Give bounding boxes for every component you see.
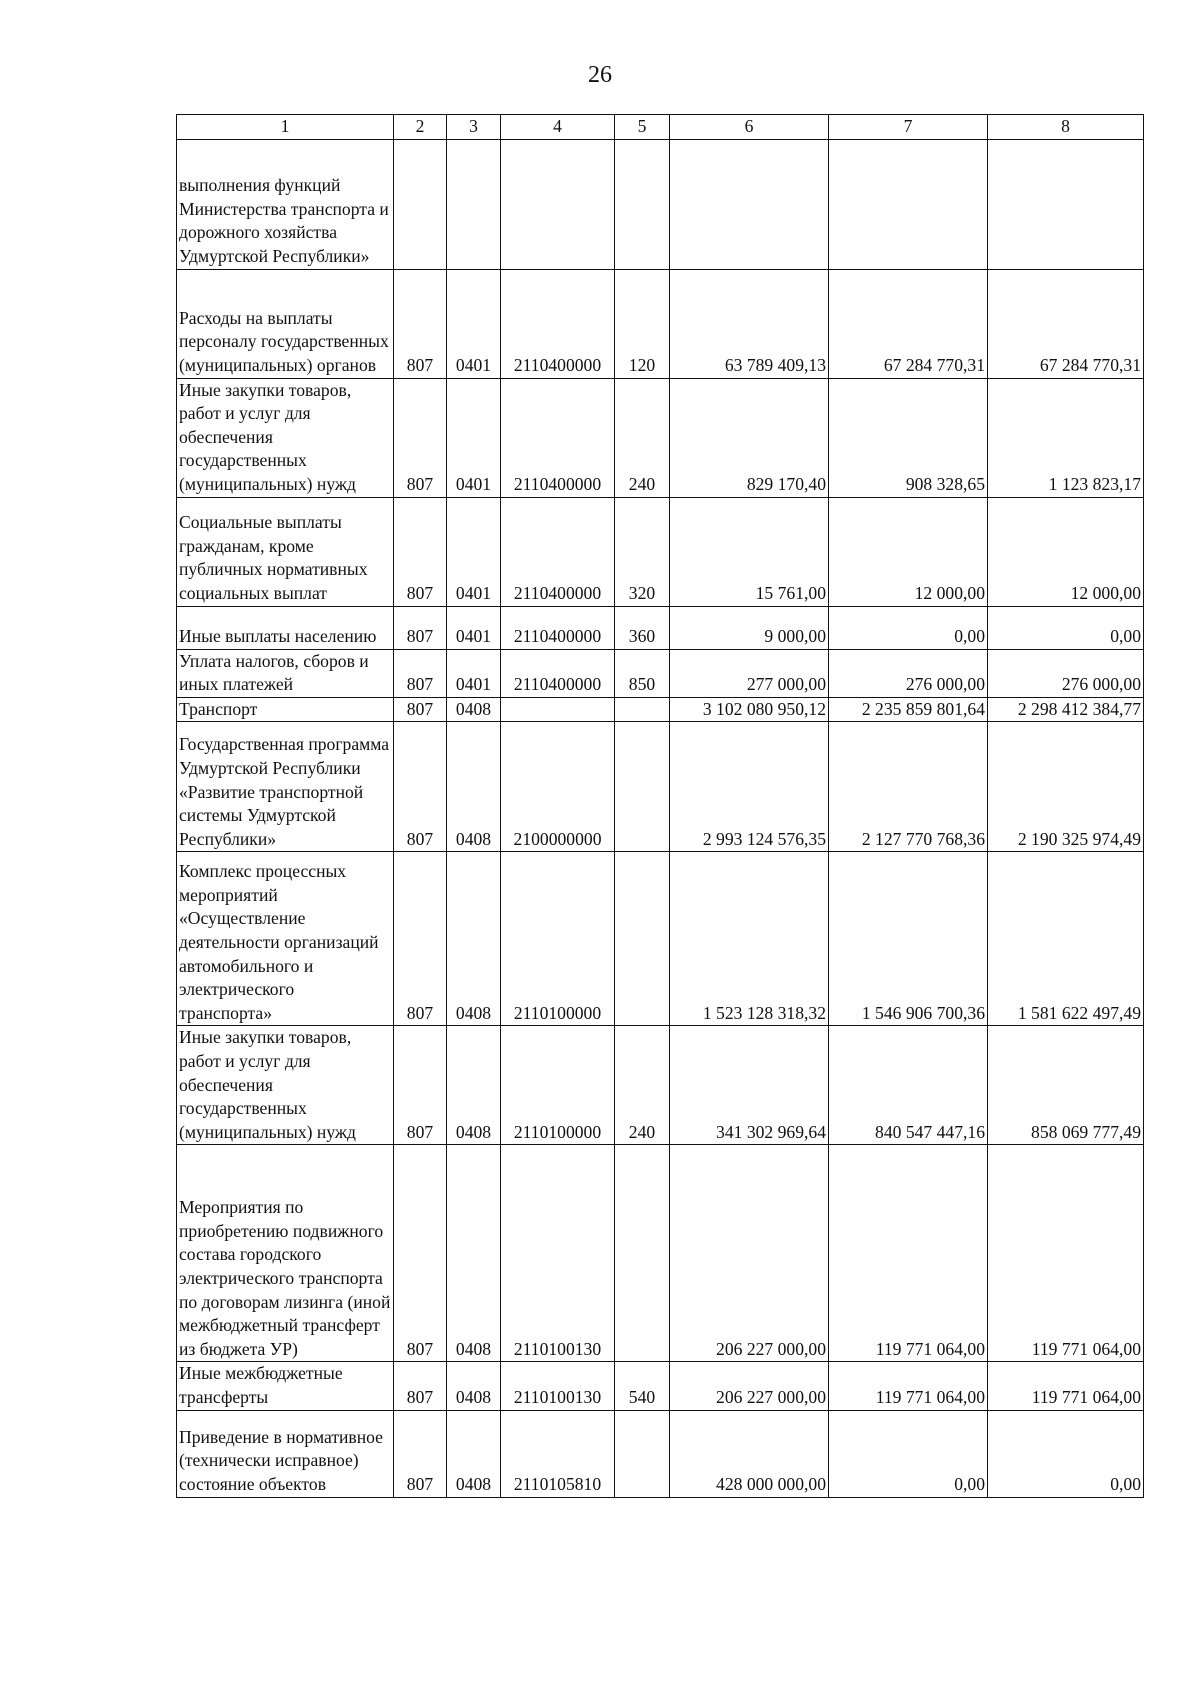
chapter-code-cell: 807 (394, 1410, 447, 1497)
target-article-cell: 2110400000 (501, 269, 615, 378)
amount-cell: 12 000,00 (829, 497, 988, 606)
table-row (177, 139, 1144, 269)
amount-cell: 2 190 325 974,49 (988, 722, 1144, 852)
budget-table (176, 114, 1144, 1498)
expense-type-cell (615, 852, 670, 1026)
expense-type-cell: 850 (615, 649, 670, 697)
amount-cell: 63 789 409,13 (670, 269, 829, 378)
page-number: 26 (588, 62, 612, 88)
chapter-code-cell: 807 (394, 1362, 447, 1410)
target-article-cell: 2110100130 (501, 1362, 615, 1410)
column-header: 8 (988, 115, 1144, 140)
table-row (177, 378, 1144, 497)
column-header: 5 (615, 115, 670, 140)
chapter-code-cell (394, 139, 447, 269)
amount-cell: 276 000,00 (829, 649, 988, 697)
table-row (177, 697, 1144, 722)
table-row (177, 722, 1144, 852)
row-name-cell: Иные закупки товаров, работ и услуг для обеспечения государственных (муниципальных) нужд (177, 1026, 394, 1145)
amount-cell: 341 302 969,64 (670, 1026, 829, 1145)
table-row (177, 606, 1144, 649)
expense-type-cell (615, 697, 670, 722)
row-name-cell: Комплекс процессных мероприятий «Осуществление деятельности организаций автомобильного и электрического транспорта» (177, 852, 394, 1026)
chapter-code-cell: 807 (394, 649, 447, 697)
target-article-cell: 2110400000 (501, 497, 615, 606)
table-row (177, 1362, 1144, 1410)
section-code-cell: 0401 (447, 606, 501, 649)
section-code-cell (447, 139, 501, 269)
amount-cell: 15 761,00 (670, 497, 829, 606)
section-code-cell: 0408 (447, 722, 501, 852)
section-code-cell: 0401 (447, 269, 501, 378)
amount-cell: 3 102 080 950,12 (670, 697, 829, 722)
amount-cell: 2 298 412 384,77 (988, 697, 1144, 722)
target-article-cell: 2110100000 (501, 852, 615, 1026)
expense-type-cell (615, 1145, 670, 1362)
row-name-cell: Государственная программа Удмуртской Республики «Развитие транспортной системы Удмуртской Республики» (177, 722, 394, 852)
amount-cell: 2 127 770 768,36 (829, 722, 988, 852)
expense-type-cell: 240 (615, 1026, 670, 1145)
amount-cell: 0,00 (988, 606, 1144, 649)
row-name-cell: Иные выплаты населению (177, 606, 394, 649)
section-code-cell: 0401 (447, 378, 501, 497)
target-article-cell (501, 139, 615, 269)
target-article-cell: 2110400000 (501, 649, 615, 697)
amount-cell: 0,00 (829, 1410, 988, 1497)
amount-cell: 858 069 777,49 (988, 1026, 1144, 1145)
row-name-cell: выполнения функций Министерства транспорта и дорожного хозяйства Удмуртской Республики» (177, 139, 394, 269)
target-article-cell: 2110100000 (501, 1026, 615, 1145)
table-row (177, 852, 1144, 1026)
amount-cell: 9 000,00 (670, 606, 829, 649)
amount-cell: 67 284 770,31 (829, 269, 988, 378)
amount-cell: 1 123 823,17 (988, 378, 1144, 497)
amount-cell: 119 771 064,00 (829, 1362, 988, 1410)
expense-type-cell: 120 (615, 269, 670, 378)
amount-cell: 206 227 000,00 (670, 1362, 829, 1410)
expense-type-cell: 240 (615, 378, 670, 497)
row-name-cell: Социальные выплаты гражданам, кроме публичных нормативных социальных выплат (177, 497, 394, 606)
table-row (177, 1410, 1144, 1497)
amount-cell: 67 284 770,31 (988, 269, 1144, 378)
chapter-code-cell: 807 (394, 497, 447, 606)
expense-type-cell (615, 1410, 670, 1497)
amount-cell: 840 547 447,16 (829, 1026, 988, 1145)
chapter-code-cell: 807 (394, 722, 447, 852)
target-article-cell: 2110105810 (501, 1410, 615, 1497)
target-article-cell: 2110400000 (501, 378, 615, 497)
section-code-cell: 0408 (447, 852, 501, 1026)
chapter-code-cell: 807 (394, 852, 447, 1026)
expense-type-cell (615, 139, 670, 269)
amount-cell: 2 235 859 801,64 (829, 697, 988, 722)
section-code-cell: 0408 (447, 1026, 501, 1145)
amount-cell: 12 000,00 (988, 497, 1144, 606)
row-name-cell: Иные закупки товаров, работ и услуг для обеспечения государственных (муниципальных) нужд (177, 378, 394, 497)
amount-cell: 119 771 064,00 (988, 1145, 1144, 1362)
row-name-cell: Мероприятия по приобретению подвижного состава городского электрического транспорта по договорам лизинга (иной межбюджетный трансферт из бюджета УР) (177, 1145, 394, 1362)
section-code-cell: 0401 (447, 497, 501, 606)
amount-cell: 2 993 124 576,35 (670, 722, 829, 852)
amount-cell: 119 771 064,00 (988, 1362, 1144, 1410)
target-article-cell (501, 697, 615, 722)
section-code-cell: 0401 (447, 649, 501, 697)
section-code-cell: 0408 (447, 1362, 501, 1410)
amount-cell: 908 328,65 (829, 378, 988, 497)
table-row (177, 649, 1144, 697)
amount-cell: 0,00 (988, 1410, 1144, 1497)
column-header: 1 (177, 115, 394, 140)
amount-cell: 277 000,00 (670, 649, 829, 697)
expense-type-cell: 540 (615, 1362, 670, 1410)
amount-cell: 119 771 064,00 (829, 1145, 988, 1362)
section-code-cell: 0408 (447, 1410, 501, 1497)
row-name-cell: Уплата налогов, сборов и иных платежей (177, 649, 394, 697)
target-article-cell: 2100000000 (501, 722, 615, 852)
chapter-code-cell: 807 (394, 1026, 447, 1145)
amount-cell: 206 227 000,00 (670, 1145, 829, 1362)
table-row (177, 1026, 1144, 1145)
row-name-cell: Расходы на выплаты персоналу государственных (муниципальных) органов (177, 269, 394, 378)
table-row (177, 269, 1144, 378)
table-row (177, 497, 1144, 606)
amount-cell: 428 000 000,00 (670, 1410, 829, 1497)
amount-cell (988, 139, 1144, 269)
chapter-code-cell: 807 (394, 378, 447, 497)
target-article-cell: 2110400000 (501, 606, 615, 649)
section-code-cell: 0408 (447, 697, 501, 722)
amount-cell: 276 000,00 (988, 649, 1144, 697)
chapter-code-cell: 807 (394, 697, 447, 722)
chapter-code-cell: 807 (394, 1145, 447, 1362)
table-header-row (177, 115, 1144, 140)
column-header: 4 (501, 115, 615, 140)
chapter-code-cell: 807 (394, 606, 447, 649)
table-row (177, 1145, 1144, 1362)
amount-cell: 1 546 906 700,36 (829, 852, 988, 1026)
amount-cell: 1 523 128 318,32 (670, 852, 829, 1026)
expense-type-cell: 360 (615, 606, 670, 649)
target-article-cell: 2110100130 (501, 1145, 615, 1362)
column-header: 3 (447, 115, 501, 140)
expense-type-cell (615, 722, 670, 852)
amount-cell: 0,00 (829, 606, 988, 649)
row-name-cell: Транспорт (177, 697, 394, 722)
column-header: 2 (394, 115, 447, 140)
amount-cell (670, 139, 829, 269)
amount-cell (829, 139, 988, 269)
column-header: 6 (670, 115, 829, 140)
amount-cell: 829 170,40 (670, 378, 829, 497)
amount-cell: 1 581 622 497,49 (988, 852, 1144, 1026)
section-code-cell: 0408 (447, 1145, 501, 1362)
column-header: 7 (829, 115, 988, 140)
chapter-code-cell: 807 (394, 269, 447, 378)
row-name-cell: Приведение в нормативное (технически исправное) состояние объектов (177, 1410, 394, 1497)
expense-type-cell: 320 (615, 497, 670, 606)
row-name-cell: Иные межбюджетные трансферты (177, 1362, 394, 1410)
